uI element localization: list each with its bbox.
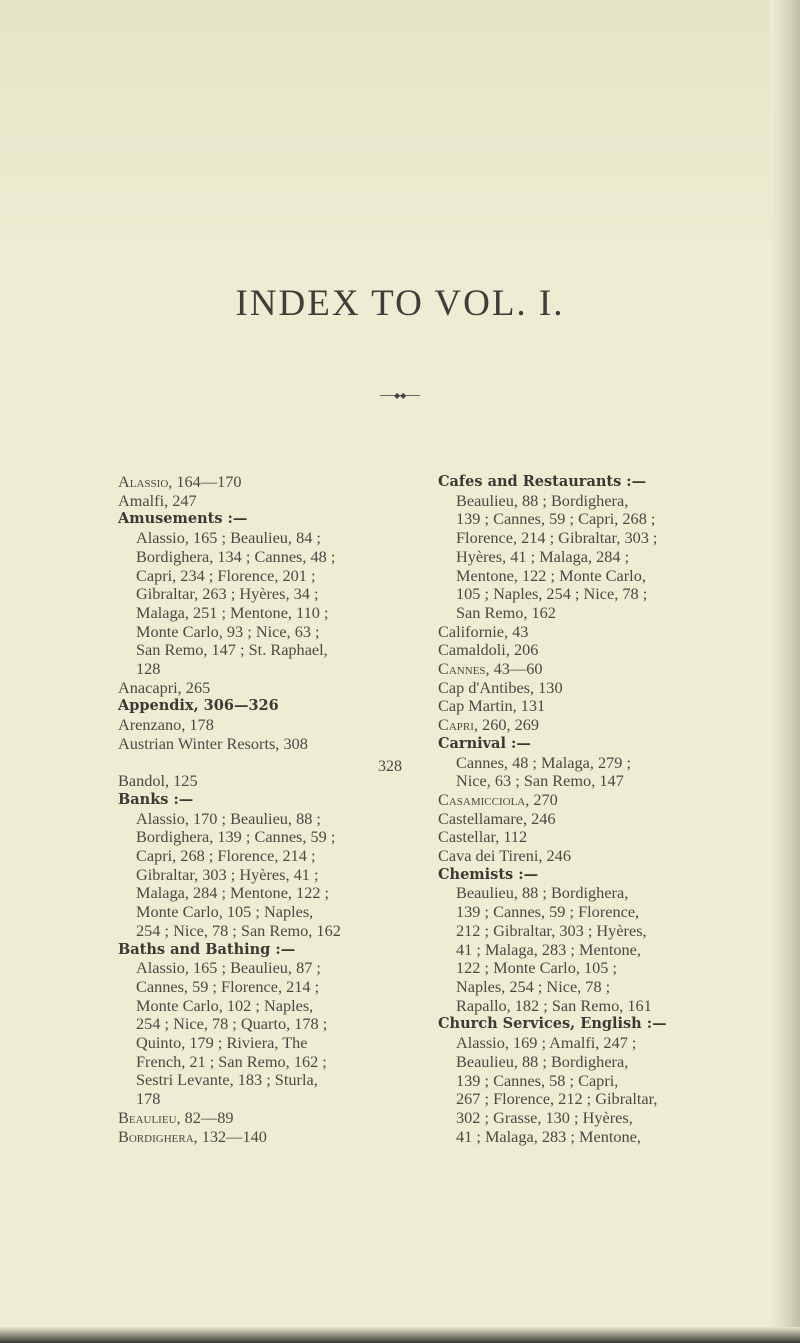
index-subentry: 302 ; Grasse, 130 ; Hyères, (456, 1107, 633, 1127)
index-subentry: 139 ; Cannes, 59 ; Florence, (456, 902, 640, 922)
index-subentry: Alassio, 170 ; Beaulieu, 88 ; (136, 808, 321, 828)
index-subentry: Gibraltar, 263 ; Hyères, 34 ; (136, 584, 319, 604)
index-subentry: 178 (136, 1089, 161, 1109)
index-subentry: Monte Carlo, 105 ; Naples, (136, 902, 314, 922)
index-subentry: Bordighera, 139 ; Cannes, 59 ; (136, 827, 336, 847)
index-subentry: 122 ; Monte Carlo, 105 ; (456, 958, 617, 978)
index-subentry: Beaulieu, 88 ; Bordighera, (456, 490, 629, 510)
index-subentry: Mentone, 122 ; Monte Carlo, (456, 565, 646, 585)
index-subentry: Beaulieu, 88 ; Bordighera, (456, 883, 629, 903)
index-entry: Cap d'Antibes, 130 (438, 677, 563, 697)
index-entry: Bordighera, 132—140 (118, 1126, 267, 1146)
index-heading: Chemists :— (438, 865, 539, 883)
index-subentry: 139 ; Cannes, 58 ; Capri, (456, 1070, 619, 1090)
index-subentry: Monte Carlo, 93 ; Nice, 63 ; (136, 621, 320, 641)
index-subentry: Bordighera, 134 ; Cannes, 48 ; (136, 546, 336, 566)
index-subentry: Beaulieu, 88 ; Bordighera, (456, 1051, 629, 1071)
index-entry: Alassio, 164—170 (118, 472, 242, 491)
index-subentry: Capri, 234 ; Florence, 201 ; (136, 565, 316, 585)
index-subentry: Naples, 254 ; Nice, 78 ; (456, 976, 611, 996)
index-entry: Amalfi, 247 (118, 490, 197, 510)
index-subentry: Gibraltar, 303 ; Hyères, 41 ; (136, 864, 319, 884)
index-subentry: Rapallo, 182 ; San Remo, 161 (456, 995, 652, 1015)
page-bottom-shadow (0, 1327, 800, 1343)
page-title: INDEX TO VOL. I. (235, 283, 565, 324)
index-subentry: French, 21 ; San Remo, 162 ; (136, 1051, 327, 1071)
index-entry: Anacapri, 265 (118, 677, 211, 697)
index-entry: Casamicciola, 270 (438, 789, 558, 809)
index-column-right (438, 473, 738, 1146)
index-entry: Castellar, 112 (438, 827, 528, 847)
index-subentry: Quinto, 179 ; Riviera, The (136, 1033, 308, 1053)
show-through-background (0, 0, 800, 260)
index-subentry: Capri, 268 ; Florence, 214 ; (136, 846, 316, 866)
index-column-left (118, 473, 418, 1146)
index-subentry: 41 ; Malaga, 283 ; Mentone, (456, 939, 641, 959)
index-heading: Church Services, English :— (438, 1015, 667, 1033)
index-heading: Banks :— (118, 790, 194, 808)
index-subentry: 254 ; Nice, 78 ; Quarto, 178 ; (136, 1014, 328, 1034)
index-subentry: 267 ; Florence, 212 ; Gibraltar, (456, 1089, 658, 1109)
index-subentry: San Remo, 147 ; St. Raphael, (136, 640, 328, 660)
index-entry: Bandol, 125 (118, 771, 198, 791)
diamond-ornament-icon: ◆◆ (394, 391, 407, 400)
index-entry: Californie, 43 (438, 621, 529, 641)
index-entry: Arenzano, 178 (118, 715, 214, 735)
index-heading: Amusements :— (118, 510, 248, 528)
index-subentry: Malaga, 284 ; Mentone, 122 ; (136, 883, 330, 903)
index-heading: Appendix, 306—326 (118, 697, 279, 715)
index-heading: Cafes and Restaurants :— (438, 473, 647, 490)
index-subentry: 105 ; Naples, 254 ; Nice, 78 ; (456, 584, 648, 604)
index-subentry: Sestri Levante, 183 ; Sturla, (136, 1070, 318, 1090)
index-subentry: Nice, 63 ; San Remo, 147 (456, 771, 624, 791)
index-subentry: 41 ; Malaga, 283 ; Mentone, (456, 1126, 641, 1146)
index-heading: Baths and Bathing :— (118, 940, 296, 958)
index-entry: Cava dei Tireni, 246 (438, 846, 571, 866)
index-entry: Cap Martin, 131 (438, 696, 546, 716)
index-subentry: Cannes, 48 ; Malaga, 279 ; (456, 752, 631, 772)
index-subentry: Malaga, 251 ; Mentone, 110 ; (136, 602, 329, 622)
index-subentry: Cannes, 59 ; Florence, 214 ; (136, 976, 320, 996)
index-entry: Capri, 260, 269 (438, 715, 540, 735)
index-subentry: Florence, 214 ; Gibraltar, 303 ; (456, 528, 658, 548)
index-subentry: Alassio, 165 ; Beaulieu, 84 ; (136, 528, 321, 548)
index-entry: Cannes, 43—60 (438, 659, 543, 679)
index-heading: Carnival :— (438, 734, 531, 752)
spacer (118, 754, 418, 773)
index-entry: Camaldoli, 206 (438, 640, 539, 660)
page-edge (770, 0, 800, 1343)
page-number: 328 (378, 758, 402, 775)
index-entry: Austrian Winter Resorts, 308 (118, 733, 308, 753)
index-subentry: Hyères, 41 ; Malaga, 284 ; (456, 546, 630, 566)
index-subentry: Alassio, 165 ; Beaulieu, 87 ; (136, 958, 321, 978)
index-subentry: San Remo, 162 (456, 602, 556, 622)
index-subentry: Monte Carlo, 102 ; Naples, (136, 995, 314, 1015)
index-entry: Castellamare, 246 (438, 808, 556, 828)
index-entry: Beaulieu, 82—89 (118, 1107, 234, 1127)
index-subentry: 139 ; Cannes, 59 ; Capri, 268 ; (456, 509, 656, 529)
index-subentry: 212 ; Gibraltar, 303 ; Hyères, (456, 920, 647, 940)
ornament-divider (380, 391, 420, 400)
index-subentry: 128 (136, 659, 161, 679)
index-subentry: 254 ; Nice, 78 ; San Remo, 162 (136, 920, 341, 940)
index-subentry: Alassio, 169 ; Amalfi, 247 ; (456, 1033, 637, 1053)
